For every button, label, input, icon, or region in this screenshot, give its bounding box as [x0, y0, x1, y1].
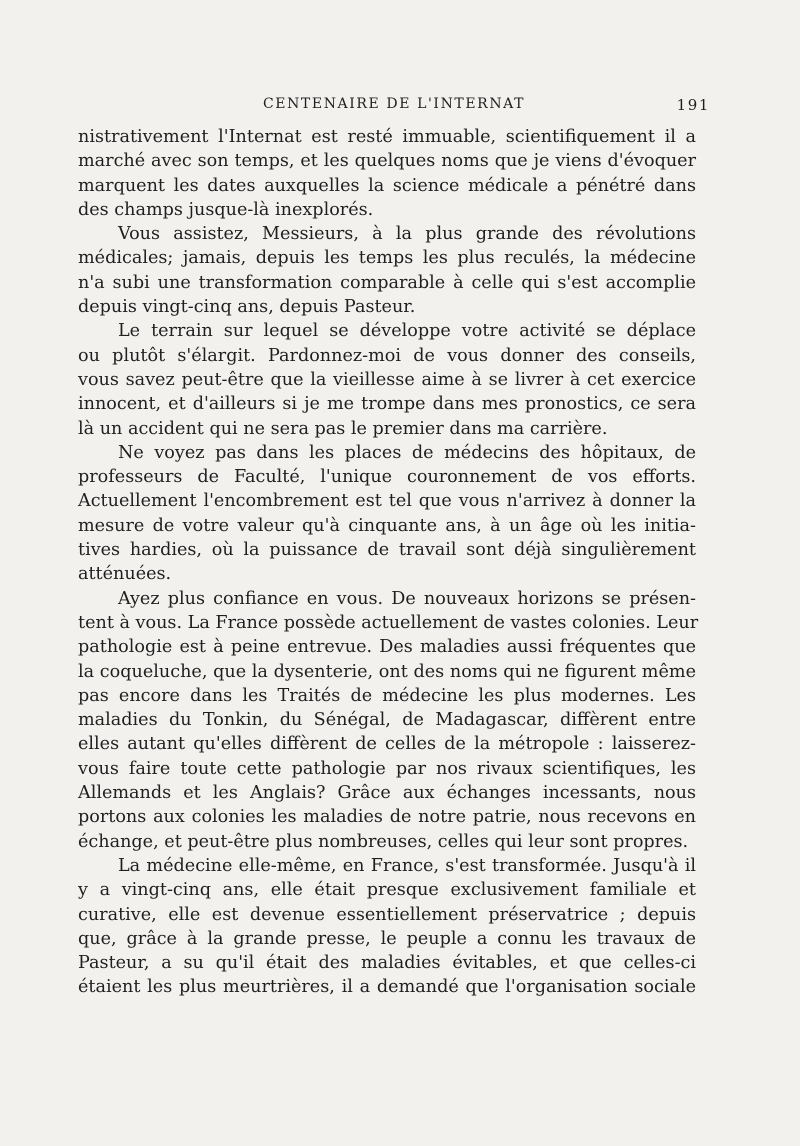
- text-line: là un accident qui ne sera pas le premier dans ma carrière.: [78, 418, 608, 439]
- running-title: CENTENAIRE DE L'INTERNAT: [262, 96, 526, 112]
- text-line: portons aux colonies les maladies de notre patrie, nous recevons en: [78, 807, 696, 828]
- text-line: n'a subi une transformation comparable à celle qui s'est accomplie: [78, 272, 696, 293]
- text-line: curative, elle est devenue essentiellement préservatrice ; depuis: [78, 904, 696, 925]
- text-line: maladies du Tonkin, du Sénégal, de Madagascar, diffèrent entre: [78, 710, 696, 731]
- text-line: étaient les plus meurtrières, il a demandé que l'organisation sociale: [78, 977, 696, 998]
- text-line: vous savez peut-être que la vieillesse aime à se livrer à cet exercice: [78, 369, 696, 390]
- text-line: innocent, et d'ailleurs si je me trompe dans mes pronostics, ce sera: [78, 394, 696, 415]
- paragraph: [78, 222, 696, 319]
- text-line: La médecine elle-même, en France, s'est transformée. Jusqu'à il: [118, 855, 696, 876]
- text-line: Ayez plus confiance en vous. De nouveaux horizons se présen-: [118, 588, 696, 609]
- text-line: marquent les dates auxquelles la science médicale a pénétré dans: [78, 175, 696, 196]
- running-head: [78, 96, 710, 122]
- text-line: y a vingt-cinq ans, elle était presque exclusivement familiale et: [78, 880, 696, 901]
- page-body-text: [78, 125, 699, 1000]
- text-line: la coqueluche, que la dysenterie, ont des noms qui ne figurent même: [78, 661, 696, 682]
- text-line: tent à vous. La France possède actuellement de vastes colonies. Leur: [78, 612, 699, 633]
- text-line: nistrativement l'Internat est resté immuable, scientifiquement il a: [78, 127, 696, 147]
- text-line: marché avec son temps, et les quelques noms que je viens d'évoquer: [78, 151, 696, 172]
- text-line: échange, et peut-être plus nombreuses, celles qui leur sont propres.: [78, 831, 689, 852]
- page-number: 191: [676, 96, 710, 114]
- text-line: ou plutôt s'élargit. Pardonnez-moi de vous donner des conseils,: [78, 345, 696, 366]
- text-line: Actuellement l'encombrement est tel que vous n'arrivez à donner la: [78, 491, 696, 512]
- paragraph: [78, 587, 699, 854]
- text-line: professeurs de Faculté, l'unique couronnement de vos efforts.: [78, 467, 696, 488]
- text-line: vous faire toute cette pathologie par nos rivaux scientifiques, les: [78, 758, 696, 779]
- paragraph: [78, 441, 696, 587]
- text-line: Le terrain sur lequel se développe votre activité se déplace: [118, 321, 696, 342]
- text-line: tives hardies, où la puissance de travail sont déjà singulièrement: [78, 540, 696, 561]
- text-line: pas encore dans les Traités de médecine les plus modernes. Les: [78, 685, 696, 706]
- paragraph: [78, 854, 696, 1000]
- text-line: des champs jusque-là inexplorés.: [78, 199, 374, 220]
- text-line: depuis vingt-cinq ans, depuis Pasteur.: [78, 297, 416, 318]
- text-line: elles autant qu'elles diffèrent de celles de la métropole : laisserez-: [78, 734, 696, 755]
- text-line: pathologie est à peine entrevue. Des maladies aussi fréquentes que: [78, 637, 696, 658]
- text-line: atténuées.: [78, 564, 172, 585]
- text-line: médicales; jamais, depuis les temps les plus reculés, la médecine: [78, 248, 696, 269]
- text-line: mesure de votre valeur qu'à cinquante ans, à un âge où les initia-: [78, 515, 696, 536]
- text-line: que, grâce à la grande presse, le peuple a connu les travaux de: [78, 928, 696, 949]
- text-line: Vous assistez, Messieurs, à la plus grande des révolutions: [118, 224, 696, 245]
- text-line: Ne voyez pas dans les places de médecins des hôpitaux, de: [118, 442, 696, 463]
- paragraph: [78, 319, 696, 440]
- text-line: Allemands et les Anglais? Grâce aux échanges incessants, nous: [78, 783, 696, 804]
- paragraph: [78, 125, 696, 222]
- text-line: Pasteur, a su qu'il était des maladies évitables, et que celles-ci: [78, 953, 696, 974]
